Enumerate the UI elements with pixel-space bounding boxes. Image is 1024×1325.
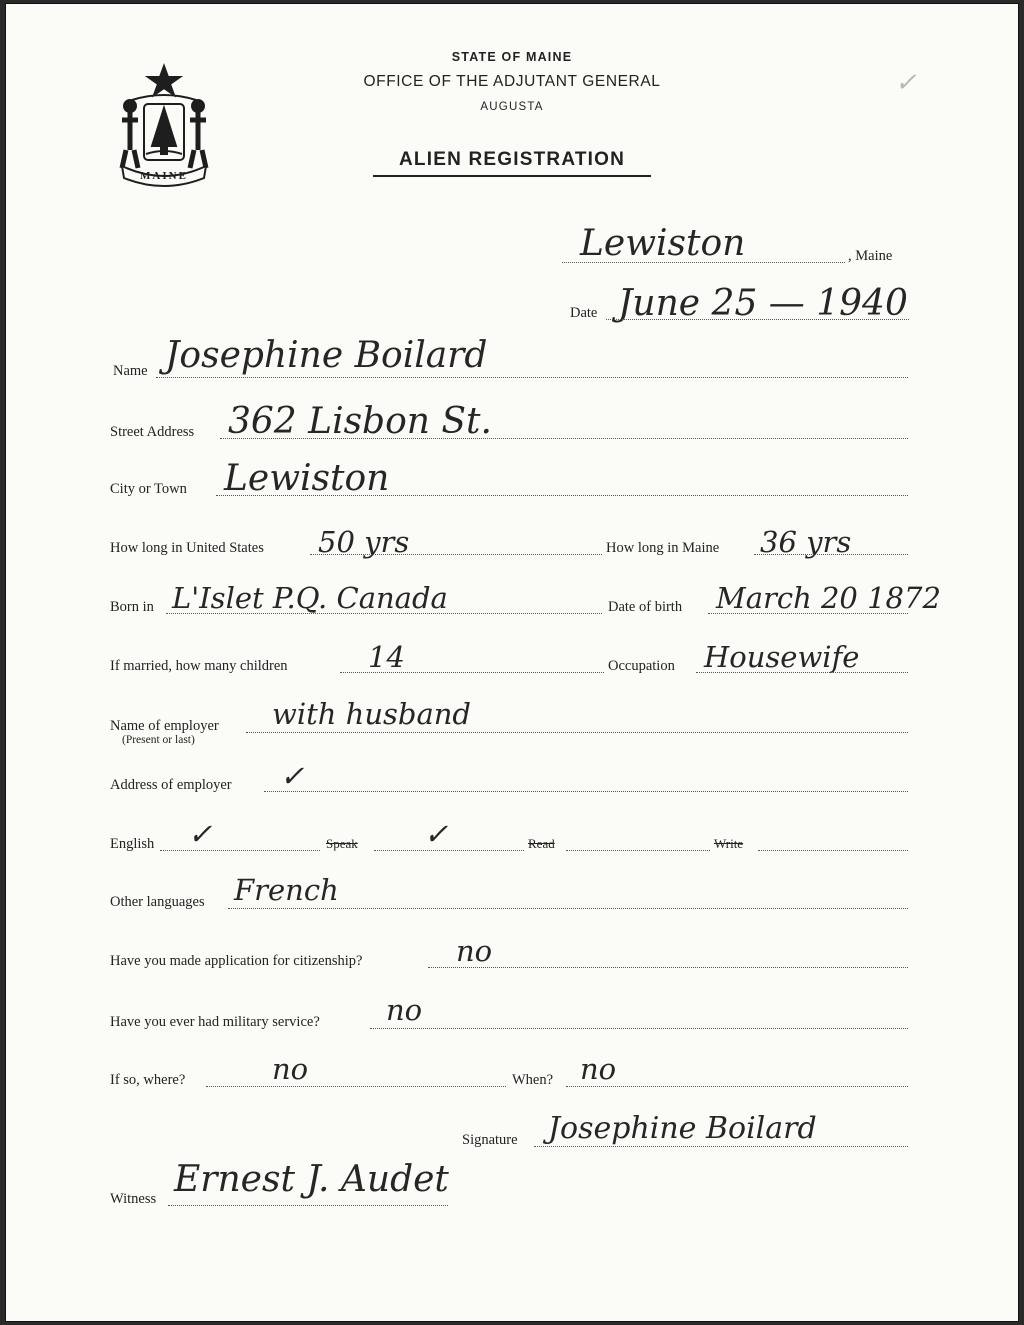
english-value: ✓: [188, 817, 213, 851]
date-line: [606, 319, 909, 320]
city-or-town-label: City or Town: [110, 481, 187, 497]
date-of-birth-label: Date of birth: [608, 599, 683, 615]
name-of-employer-label: Name of employer: [110, 718, 219, 734]
header-state: STATE OF MAINE: [451, 50, 573, 64]
how-long-maine-line: [754, 554, 908, 555]
name-line: [156, 377, 908, 378]
maine-label: , Maine: [848, 248, 893, 264]
signature-value: Josephine Boilard: [548, 1111, 817, 1146]
title-underline: [373, 175, 651, 177]
witness-value: Ernest J. Audet: [174, 1159, 449, 1200]
married-children-line: [340, 672, 604, 673]
write-line: [758, 850, 908, 851]
military-service-value: no: [386, 993, 423, 1027]
occupation-value: Housewife: [704, 640, 860, 674]
if-so-where-line: [206, 1086, 506, 1087]
english-line: [160, 850, 320, 851]
if-so-where-value: no: [272, 1052, 309, 1086]
english-label: English: [110, 836, 155, 852]
occupation-label: Occupation: [608, 658, 675, 674]
born-in-value: L'Islet P.Q. Canada: [172, 581, 448, 615]
other-languages-line: [228, 908, 908, 909]
signature-label: Signature: [462, 1132, 518, 1148]
how-long-us-value: 50 yrs: [318, 525, 410, 559]
citizenship-application-label: Have you made application for citizenship?: [110, 953, 363, 969]
street-address-line: [220, 438, 908, 439]
form-title: ALIEN REGISTRATION: [398, 149, 626, 170]
how-long-maine-label: How long in Maine: [606, 540, 720, 556]
signature-line: [534, 1146, 908, 1147]
speak-label: Speak: [326, 836, 358, 851]
other-languages-label: Other languages: [110, 894, 205, 910]
address-of-employer-label: Address of employer: [110, 777, 232, 793]
read-line: [566, 850, 710, 851]
header-office: OFFICE OF THE ADJUTANT GENERAL: [363, 73, 661, 90]
street-address-value: 362 Lisbon St.: [228, 401, 492, 442]
city-or-town-value: Lewiston: [224, 458, 390, 499]
name-label: Name: [113, 363, 148, 379]
town-line: [562, 262, 845, 263]
present-or-last-label: (Present or last): [122, 734, 195, 746]
street-address-label: Street Address: [110, 424, 195, 440]
citizenship-application-value: no: [456, 934, 493, 968]
address-of-employer-line: [264, 791, 908, 792]
citizenship-application-line: [428, 967, 908, 968]
date-of-birth-line: [708, 613, 908, 614]
name-of-employer-line: [246, 732, 908, 733]
witness-line: [168, 1205, 448, 1206]
born-in-label: Born in: [110, 599, 154, 615]
how-long-us-line: [310, 554, 602, 555]
military-service-line: [370, 1028, 908, 1029]
when-value: no: [580, 1052, 617, 1086]
city-or-town-line: [216, 495, 908, 496]
how-long-maine-value: 36 yrs: [760, 525, 852, 559]
speak-value: ✓: [424, 817, 449, 851]
header-city: AUGUSTA: [480, 101, 544, 113]
occupation-line: [696, 672, 908, 673]
witness-label: Witness: [110, 1191, 157, 1207]
date-value: June 25 — 1940: [618, 283, 908, 324]
born-in-line: [166, 613, 602, 614]
write-label: Write: [714, 836, 744, 851]
when-line: [566, 1086, 908, 1087]
name-value: Josephine Boilard: [165, 335, 488, 376]
read-label: Read: [528, 836, 555, 851]
speak-line: [374, 850, 524, 851]
address-of-employer-value: ✓: [280, 759, 305, 793]
date-of-birth-value: March 20 1872: [716, 581, 941, 615]
married-children-value: 14: [368, 640, 405, 674]
if-so-where-label: If so, where?: [110, 1072, 186, 1088]
name-of-employer-value: with husband: [272, 697, 471, 731]
when-label: When?: [512, 1072, 554, 1088]
date-label: Date: [570, 305, 598, 321]
how-long-us-label: How long in United States: [110, 540, 264, 556]
other-languages-value: French: [234, 873, 339, 907]
pencil-check-mark: ✓: [895, 68, 917, 98]
seal-text: MAINE: [140, 170, 188, 182]
married-children-label: If married, how many children: [110, 658, 288, 674]
town-value: Lewiston: [580, 223, 746, 264]
military-service-label: Have you ever had military service?: [110, 1014, 320, 1030]
